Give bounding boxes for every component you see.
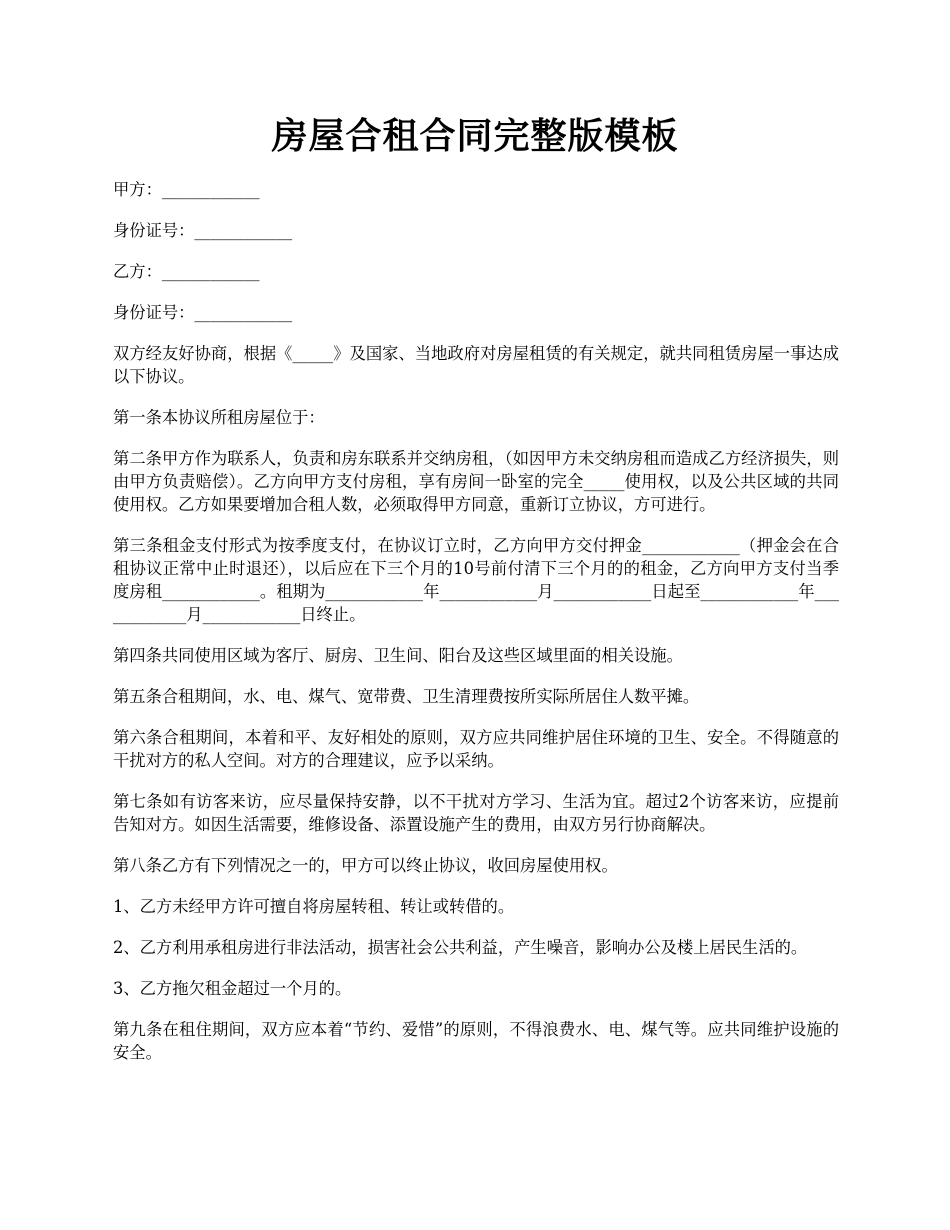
article-5: 第五条合租期间，水、电、煤气、宽带费、卫生清理费按所实际所居住人数平摊。 bbox=[113, 687, 700, 706]
party-b-line: 乙方：____________ bbox=[113, 262, 260, 281]
article-1: 第一条本协议所租房屋位于： bbox=[113, 408, 325, 427]
article-3: 第三条租金支付形式为按季度支付，在协议订立时，乙方向甲方交付押金____________（押金会在合租协议正常中止时退还），以后应在下三个月的10号前付清下三个月的的租金，乙方向甲方支付当季度房租____________。租期为____________年____________月____________日起至____________年____________月____________日终止。 bbox=[113, 536, 839, 624]
party-a-id-line: 身份证号：____________ bbox=[113, 221, 293, 240]
article-8-item-2: 2、乙方利用承租房进行非法活动，损害社会公共利益，产生噪音，影响办公及楼上居民生活的。 bbox=[113, 938, 808, 957]
article-8: 第八条乙方有下列情况之一的，甲方可以终止协议，收回房屋使用权。 bbox=[113, 856, 618, 875]
article-6: 第六条合租期间，本着和平、友好相处的原则，双方应共同维护居住环境的卫生、安全。不得随意的干扰对方的私人空间。对方的合理建议，应予以采纳。 bbox=[113, 728, 839, 770]
article-8-item-3: 3、乙方拖欠租金超过一个月的。 bbox=[113, 979, 352, 998]
party-a-line: 甲方：____________ bbox=[113, 180, 260, 199]
article-7: 第七条如有访客来访，应尽量保持安静，以不干扰对方学习、生活为宜。超过2个访客来访，应提前告知对方。如因生活需要，维修设备、添置设施产生的费用，由双方另行协商解决。 bbox=[113, 792, 839, 834]
preamble-paragraph: 双方经友好协商，根据《_____》及国家、当地政府对房屋租赁的有关规定，就共同租赁房屋一事达成以下协议。 bbox=[113, 344, 839, 386]
article-2: 第二条甲方作为联系人，负责和房东联系并交纳房租，（如因甲方未交纳房租而造成乙方经济损失，则由甲方负责赔偿）。乙方向甲方支付房租，享有房间一卧室的完全_____使用权，以及公共区域的共同使用权。乙方如果要增加合租人数，必须取得甲方同意，重新订立协议，方可进行。 bbox=[113, 449, 839, 514]
party-b-id-line: 身份证号：____________ bbox=[113, 303, 293, 322]
document-title: 房屋合租合同完整版模板 bbox=[271, 116, 679, 157]
document-body bbox=[113, 178, 839, 1082]
article-8-item-1: 1、乙方未经甲方许可擅自将房屋转租、转让或转借的。 bbox=[113, 897, 515, 916]
article-4: 第四条共同使用区域为客厅、厨房、卫生间、阳台及这些区域里面的相关设施。 bbox=[113, 646, 683, 665]
article-9: 第九条在租住期间，双方应本着“节约、爱惜”的原则，不得浪费水、电、煤气等。应共同维护设施的安全。 bbox=[113, 1020, 839, 1062]
